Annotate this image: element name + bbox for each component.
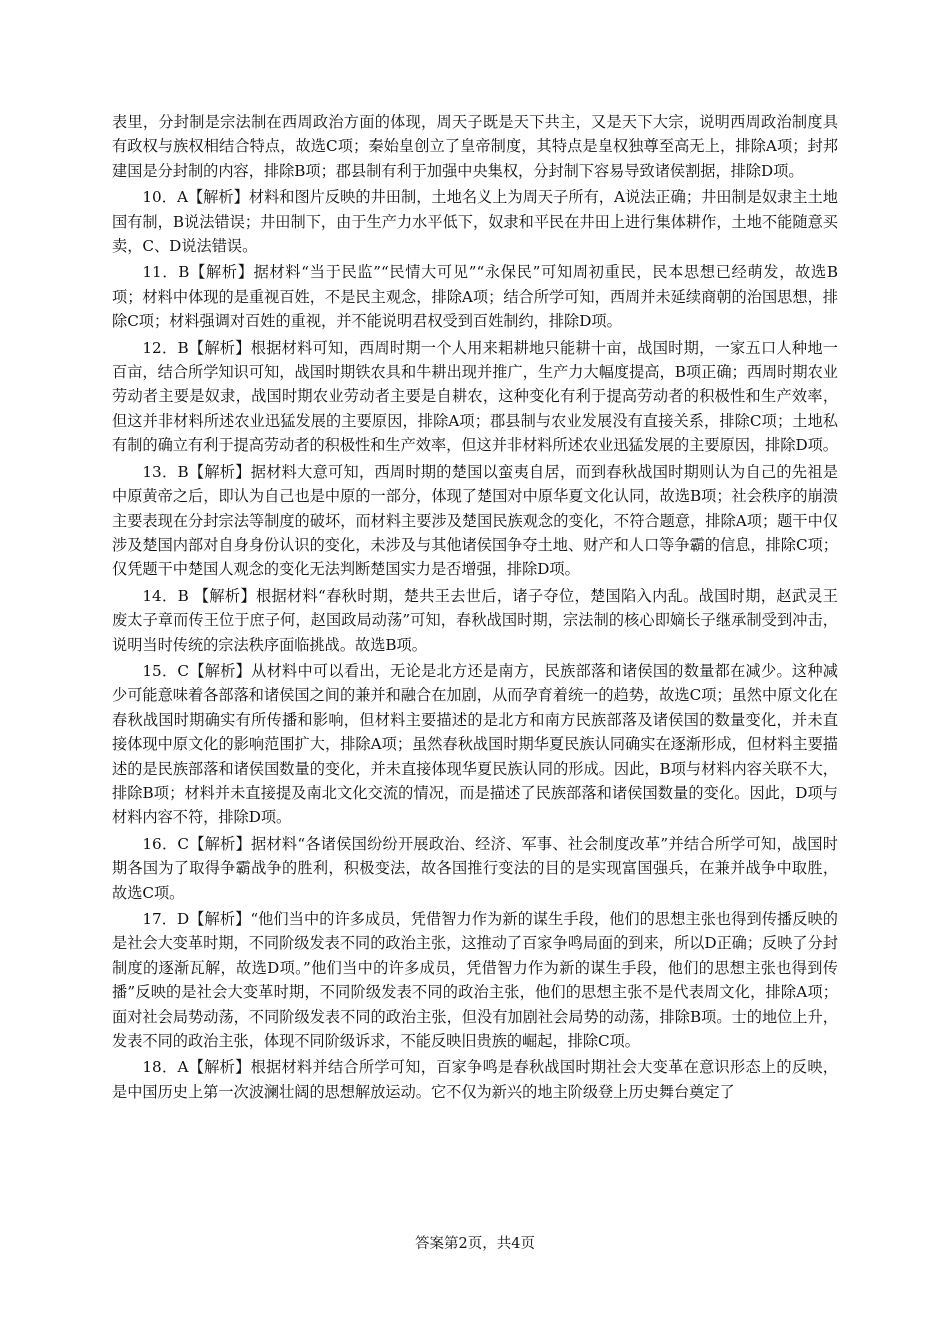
answer-15: 15．C【解析】从材料中可以看出，无论是北方还是南方，民族部落和诸侯国的数量都在减少。这种减少可能意味着各部落和诸侯国之间的兼并和融合在加剧，从而孕育着统一的趋势，故选C项；虽然中原文化在春秋战国时期确实有所传播和影响，但材料主要描述的是北方和南方民族部落及诸侯国的数量变化，并未直接体现中原文化的影响范围扩大，排除A项；虽然春秋战国时期华夏民族认同确实在逐渐形成，但材料主要描述的是民族部落和诸侯国数量的变化，并未直接体现华夏民族认同的形成。因此，B项与材料内容关联不大，排除B项；材料并未直接提及南北文化交流的情况，而是描述了民族部落和诸侯国数量的变化。因此，D项与材料内容不符，排除D项。	[112, 661, 838, 827]
answer-12: 12．B【解析】根据材料可知，西周时期一个人用来耜耕地只能耕十亩，战国时期，一家五口人种地一百亩，结合所学知识可知，战国时期铁农具和牛耕出现并推广，生产力大幅度提高，B项正确；西周时期农业劳动者主要是奴隶，战国时期农业劳动者主要是自耕农，这种变化有利于提高劳动者的积极性和生产效率，但这并非材料所述农业迅猛发展的主要原因，排除A项；郡县制与农业发展没有直接关系，排除C项；土地私有制的确立有利于提高劳动者的积极性和生产效率，但这并非材料所述农业迅猛发展的主要原因，排除D项。	[112, 338, 838, 455]
answer-10: 10．A【解析】材料和图片反映的井田制，土地名义上为周天子所有，A说法正确；井田制是奴隶主土地国有制，B说法错误；井田制下，由于生产力水平低下，奴隶和平民在井田上进行集体耕作，土地不能随意买卖，C、D说法错误。	[112, 188, 838, 256]
answer-16: 16．C【解析】据材料“各诸侯国纷纷开展政治、经济、军事、社会制度改革”并结合所学可知，战国时期各国为了取得争霸战争的胜利，积极变法，故各国推行变法的目的是实现富国强兵，在兼并战争中取胜，故选C项。	[112, 834, 838, 902]
answer-14: 14．B 【解析】根据材料“春秋时期，楚共王去世后，诸子夺位，楚国陷入内乱。战国时期，赵武灵王废太子章而传王位于庶子何，赵国政局动荡”可知，春秋战国时期，宗法制的核心即嫡长子继承制受到冲击，说明当时传统的宗法秩序面临挑战。故选B项。	[112, 586, 838, 654]
answer-11: 11．B【解析】据材料“当于民监”“民情大可见”“永保民”可知周初重民，民本思想已经萌发，故选B项；材料中体现的是重视百姓，不是民主观念，排除A项；结合所学可知，西周并未延续商朝的治国思想，排除C项；材料强调对百姓的重视，并不能说明君权受到百姓制约，排除D项。	[112, 263, 838, 331]
answer-18: 18．A【解析】根据材料并结合所学可知，百家争鸣是春秋战国时期社会大变革在意识形态上的反映，是中国历史上第一次波澜壮阔的思想解放运动。它不仅为新兴的地主阶级登上历史舞台奠定了	[112, 1058, 838, 1101]
paragraph-continuation-9: 表里，分封制是宗法制在西周政治方面的体现，周天子既是天下共主，又是天下大宗，说明西周政治制度具有政权与族权相结合特点，故选C项；秦始皇创立了皇帝制度，其特点是皇权独尊至高无上，排除A项；封邦建国是分封制的内容，排除B项；郡县制有利于加强中央集权，分封制下容易导致诸侯割据，排除D项。	[112, 113, 838, 180]
answer-13: 13．B【解析】据材料大意可知，西周时期的楚国以蛮夷自居，而到春秋战国时期则认为自己的先祖是中原黄帝之后，即认为自己也是中原的一部分，体现了楚国对中原华夏文化认同，故选B项；社会秩序的崩溃主要表现在分封宗法等制度的破坏，而材料主要涉及楚国民族观念的变化，不符合题意，排除A项；题干中仅涉及楚国内部对自身身份认识的变化，未涉及与其他诸侯国争夺土地、财产和人口等争霸的信息，排除C项；仅凭题干中楚国人观念的变化无法判断楚国实力是否增强，排除D项。	[112, 462, 838, 579]
page-footer: 答案第2页，共4页	[415, 1236, 535, 1252]
answer-content	[112, 110, 838, 1106]
answer-17: 17．D【解析】“他们当中的许多成员，凭借智力作为新的谋生手段，他们的思想主张也得到传播反映的是社会大变革时期，不同阶级发表不同的政治主张，这推动了百家争鸣局面的到来，所以D正确；反映了分封制度的逐渐瓦解，故选D项。”他们当中的许多成员，凭借智力作为新的谋生手段，他们的思想主张也得到传播”反映的是社会大变革时期，不同阶级发表不同的政治主张，他们的思想主张不是代表周文化，排除A项；面对社会局势动荡，不同阶级发表不同的政治主张，但没有加剧社会局势的动荡，排除B项。士的地位上升，发表不同的政治主张，体现不同阶级诉求，不能反映旧贵族的崛起，排除C项。	[112, 910, 838, 1051]
